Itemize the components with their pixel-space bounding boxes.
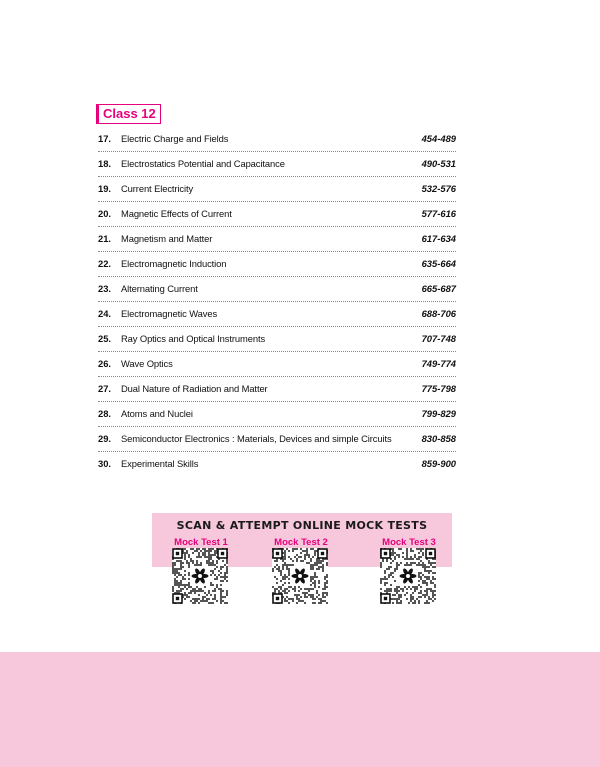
chapter-pages: 532-576 — [421, 183, 456, 194]
chapter-title: Atoms and Nuclei — [121, 408, 193, 419]
footer-band — [0, 652, 600, 767]
chapter-pages: 635-664 — [421, 258, 456, 269]
chapter-title: Magnetic Effects of Current — [121, 208, 232, 219]
mock-tests-heading: SCAN & ATTEMPT ONLINE MOCK TESTS — [176, 519, 428, 532]
mock-test-1-label[interactable]: Mock Test 1 — [174, 537, 228, 548]
chapter-number: 23. — [98, 283, 112, 294]
chapter-pages: 490-531 — [421, 158, 456, 169]
chapter-title: Experimental Skills — [121, 458, 199, 469]
toc-row[interactable] — [98, 227, 456, 252]
chapter-pages: 665-687 — [421, 283, 456, 294]
toc-row[interactable] — [98, 302, 456, 327]
toc-row[interactable] — [98, 352, 456, 377]
chapter-pages: 707-748 — [421, 333, 456, 344]
chapter-title: Electromagnetic Waves — [121, 308, 218, 319]
mock-test-2-label[interactable]: Mock Test 2 — [274, 537, 328, 548]
chapter-pages: 749-774 — [421, 358, 456, 369]
chapter-pages: 577-616 — [421, 208, 456, 219]
chapter-pages: 830-858 — [421, 433, 456, 444]
toc-row[interactable] — [98, 252, 456, 277]
class-label: Class 12 — [96, 104, 161, 124]
chapter-title: Wave Optics — [121, 358, 173, 369]
table-of-contents — [98, 127, 456, 476]
chapter-number: 21. — [98, 233, 112, 244]
toc-row[interactable] — [98, 127, 456, 152]
chapter-pages: 775-798 — [421, 383, 456, 394]
toc-row[interactable] — [98, 277, 456, 302]
toc-row[interactable] — [98, 377, 456, 402]
chapter-title: Dual Nature of Radiation and Matter — [121, 383, 268, 394]
chapter-number: 20. — [98, 208, 112, 219]
toc-row[interactable] — [98, 452, 456, 476]
chapter-title: Semiconductor Electronics : Materials, Devices and simple Circuits — [121, 433, 392, 444]
toc-row[interactable] — [98, 402, 456, 427]
chapter-pages: 454-489 — [421, 133, 456, 144]
qr-code-icon[interactable] — [380, 548, 436, 604]
toc-row[interactable] — [98, 427, 456, 452]
chapter-number: 17. — [98, 133, 112, 144]
chapter-pages: 799-829 — [421, 408, 456, 419]
toc-row[interactable] — [98, 177, 456, 202]
chapter-pages: 688-706 — [421, 308, 456, 319]
chapter-title: Current Electricity — [121, 183, 194, 194]
chapter-number: 27. — [98, 383, 112, 394]
chapter-number: 25. — [98, 333, 112, 344]
toc-row[interactable] — [98, 202, 456, 227]
chapter-number: 19. — [98, 183, 112, 194]
chapter-number: 22. — [98, 258, 112, 269]
mock-test-3-label[interactable]: Mock Test 3 — [382, 537, 436, 548]
toc-row[interactable] — [98, 327, 456, 352]
chapter-number: 30. — [98, 458, 112, 469]
chapter-title: Alternating Current — [121, 283, 198, 294]
chapter-title: Electrostatics Potential and Capacitance — [121, 158, 285, 169]
chapter-number: 26. — [98, 358, 112, 369]
toc-row[interactable] — [98, 152, 456, 177]
chapter-pages: 859-900 — [421, 458, 456, 469]
chapter-title: Magnetism and Matter — [121, 233, 213, 244]
chapter-number: 18. — [98, 158, 112, 169]
chapter-number: 24. — [98, 308, 112, 319]
chapter-number: 28. — [98, 408, 112, 419]
chapter-number: 29. — [98, 433, 112, 444]
chapter-title: Electromagnetic Induction — [121, 258, 227, 269]
qr-code-icon[interactable] — [172, 548, 228, 604]
qr-code-icon[interactable] — [272, 548, 328, 604]
chapter-title: Ray Optics and Optical Instruments — [121, 333, 266, 344]
chapter-pages: 617-634 — [421, 233, 456, 244]
chapter-title: Electric Charge and Fields — [121, 133, 229, 144]
